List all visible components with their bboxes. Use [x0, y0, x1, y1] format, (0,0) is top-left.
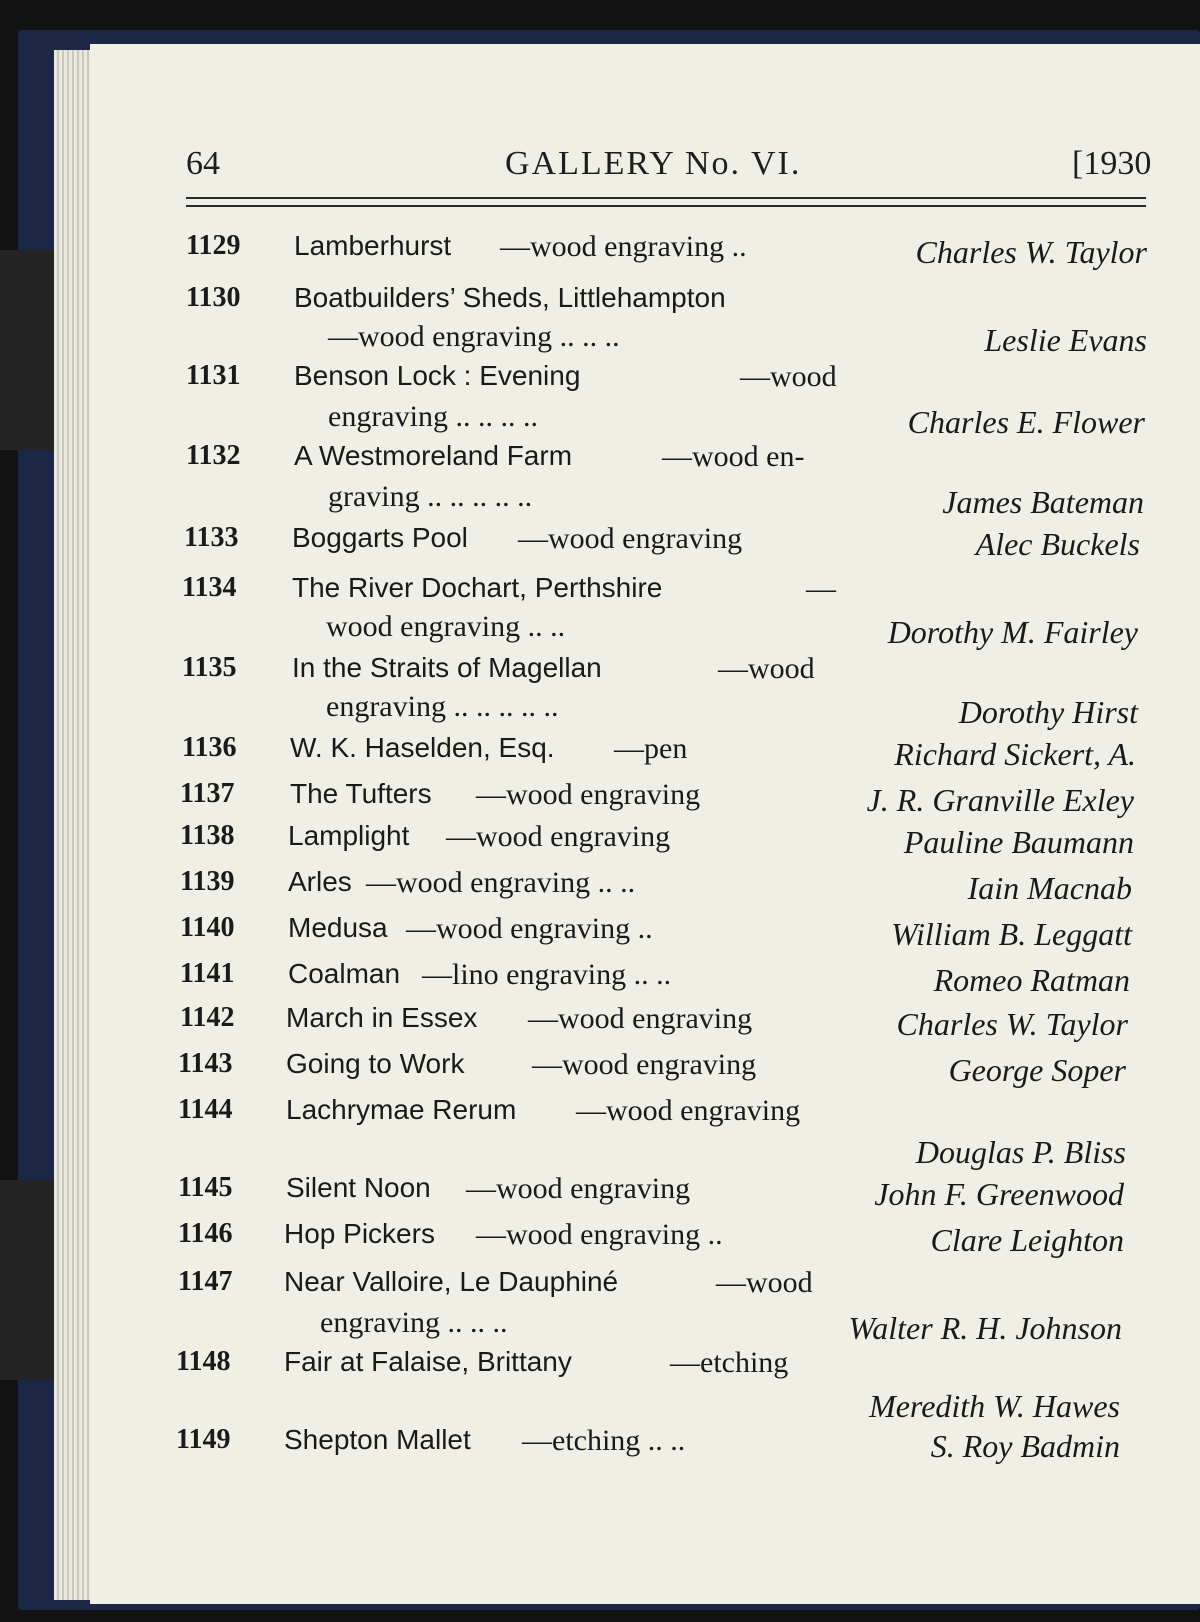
entry-number: 1130 — [186, 282, 241, 313]
entry-medium: —wood engraving — [446, 820, 671, 853]
entry-artist: J. R. Granville Exley — [866, 782, 1134, 818]
entry-title: Near Valloire, Le Dauphiné — [284, 1266, 619, 1297]
entry-number: 1148 — [176, 1346, 231, 1377]
entry-title: The Tufters — [290, 778, 432, 809]
entry-number: 1129 — [186, 230, 241, 261]
entry-number: 1147 — [178, 1266, 233, 1297]
entry-title: Hop Pickers — [284, 1218, 435, 1249]
entry-title: Medusa — [288, 912, 388, 943]
entry-artist: Richard Sickert, A. — [894, 736, 1136, 772]
entry-medium: —wood engraving — [532, 1048, 757, 1081]
entry-medium: —wood — [718, 652, 815, 685]
entry-artist: John F. Greenwood — [874, 1176, 1124, 1212]
entry-number: 1136 — [182, 732, 237, 763]
entry-medium: —wood engraving .. — [406, 912, 653, 945]
entry-number: 1134 — [182, 572, 237, 603]
entry-medium: — — [806, 572, 836, 605]
entry-medium: —wood engraving — [466, 1172, 691, 1205]
entry-number: 1141 — [180, 958, 235, 989]
entry-number: 1143 — [178, 1048, 233, 1079]
entry-medium: —wood en- — [662, 440, 805, 473]
entry-artist: Romeo Ratman — [933, 962, 1130, 998]
entry-artist: Walter R. H. Johnson — [848, 1310, 1122, 1346]
entry-title: Boggarts Pool — [292, 522, 468, 553]
entry-artist: Pauline Baumann — [903, 824, 1134, 860]
entry-artist: George Soper — [948, 1052, 1126, 1088]
entry-number: 1137 — [180, 778, 235, 809]
entry-number: 1145 — [178, 1172, 233, 1203]
entry-title: Going to Work — [286, 1048, 465, 1079]
entry-medium-continued: engraving .. .. .. — [320, 1306, 508, 1339]
entry-artist: Dorothy Hirst — [958, 694, 1138, 730]
entry-number: 1149 — [176, 1424, 231, 1455]
entry-number: 1131 — [186, 360, 241, 391]
entry-medium: —etching — [670, 1346, 789, 1379]
entry-medium: —etching .. .. — [522, 1424, 686, 1457]
entry-medium-continued: engraving .. .. .. .. .. — [326, 690, 559, 723]
entry-artist: James Bateman — [942, 484, 1144, 520]
entry-medium: —wood engraving .. .. .. — [328, 320, 620, 353]
entry-title: Lamberhurst — [294, 230, 452, 261]
entry-medium: —lino engraving .. .. — [422, 958, 672, 991]
entry-number: 1139 — [180, 866, 235, 897]
entry-medium-continued: wood engraving .. .. — [326, 610, 566, 643]
entry-artist: Iain Macnab — [967, 870, 1132, 906]
entry-number: 1144 — [178, 1094, 233, 1125]
entry-title: A Westmoreland Farm — [294, 440, 573, 471]
entry-number: 1135 — [182, 652, 237, 683]
entry-number: 1133 — [184, 522, 239, 553]
entry-artist: Douglas P. Bliss — [915, 1134, 1126, 1170]
entry-title: W. K. Haselden, Esq. — [290, 732, 555, 763]
entry-artist: Charles W. Taylor — [915, 234, 1147, 270]
entry-artist: William B. Leggatt — [891, 916, 1132, 952]
entry-number: 1142 — [180, 1002, 235, 1033]
entry-title: March in Essex — [286, 1002, 478, 1033]
entry-medium: —wood engraving .. .. — [366, 866, 636, 899]
entry-title: Fair at Falaise, Brittany — [284, 1346, 572, 1377]
entry-medium: —pen — [614, 732, 688, 765]
entry-artist: Meredith W. Hawes — [869, 1388, 1120, 1424]
entry-title: The River Dochart, Perthshire — [292, 572, 663, 603]
entry-medium: —wood engraving — [476, 778, 701, 811]
entry-artist: Charles E. Flower — [907, 404, 1145, 440]
entry-title: Shepton Mallet — [284, 1424, 471, 1455]
entry-medium: —wood engraving .. — [476, 1218, 723, 1251]
entry-medium: —wood engraving — [518, 522, 743, 555]
entry-title: In the Straits of Magellan — [292, 652, 602, 683]
entry-artist: Dorothy M. Fairley — [887, 614, 1138, 650]
entry-medium: —wood — [740, 360, 837, 393]
entry-medium-continued: graving .. .. .. .. .. — [328, 480, 533, 513]
entry-number: 1146 — [178, 1218, 233, 1249]
entry-medium: —wood engraving — [576, 1094, 801, 1127]
entry-number: 1132 — [186, 440, 241, 471]
entry-title: Lachrymae Rerum — [286, 1094, 517, 1125]
entry-title: Arles — [288, 866, 352, 897]
page-title: GALLERY No. VI. — [505, 145, 802, 182]
entry-artist: Charles W. Taylor — [896, 1006, 1128, 1042]
entry-medium: —wood engraving — [528, 1002, 753, 1035]
entry-artist: Alec Buckels — [975, 526, 1140, 562]
entry-title: Boatbuilders’ Sheds, Littlehampton — [294, 282, 726, 313]
entry-artist: S. Roy Badmin — [930, 1428, 1120, 1464]
entry-number: 1138 — [180, 820, 235, 851]
entry-medium-continued: engraving .. .. .. .. — [328, 400, 538, 433]
entry-title: Coalman — [288, 958, 401, 989]
entry-title: Silent Noon — [286, 1172, 431, 1203]
entry-medium: —wood — [716, 1266, 813, 1299]
entry-number: 1140 — [180, 912, 235, 943]
entry-title: Lamplight — [288, 820, 410, 851]
page-year: [1930 — [1072, 145, 1152, 182]
entry-title: Benson Lock : Evening — [294, 360, 581, 391]
page-number: 64 — [186, 145, 220, 182]
entry-artist: Leslie Evans — [984, 322, 1147, 358]
entry-medium: —wood engraving .. — [500, 230, 747, 263]
entry-artist: Clare Leighton — [930, 1222, 1124, 1258]
